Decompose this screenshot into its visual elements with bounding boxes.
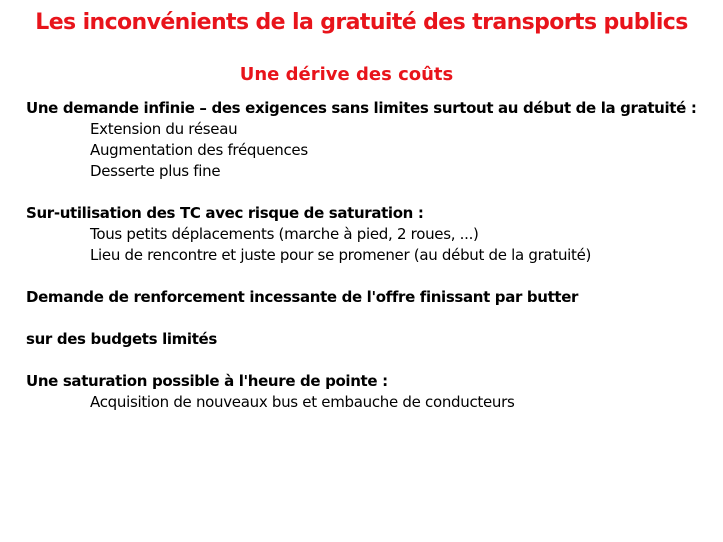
bullet-item: Extension du réseau [90,120,238,138]
section-limited-budgets [26,329,716,350]
bullet-item: Lieu de rencontre et juste pour se promener (au début de la gratuité) [90,246,592,264]
slide-subtitle: Une dérive des coûts [239,64,454,85]
slide-title: Les inconvénients de la gratuité des transports publics [35,10,688,35]
slide-content [26,98,716,434]
section-over-use [26,203,716,266]
section-infinite-demand [26,98,716,182]
section-heading: Demande de renforcement incessante de l'offre finissant par butter [26,288,579,306]
bullet-item: Desserte plus fine [90,162,221,180]
bullet-item: Augmentation des fréquences [90,141,308,159]
section-peak-saturation [26,371,716,413]
section-heading: Sur-utilisation des TC avec risque de saturation : [26,204,424,222]
section-heading: Une saturation possible à l'heure de pointe : [26,372,388,390]
section-heading: Une demande infinie – des exigences sans limites surtout au début de la gratuité : [26,99,697,117]
section-reinforcement-demand [26,287,716,308]
bullet-item: Tous petits déplacements (marche à pied, 2 roues, ...) [90,225,479,243]
section-heading: sur des budgets limités [26,330,217,348]
bullet-item: Acquisition de nouveaux bus et embauche de conducteurs [90,393,515,411]
